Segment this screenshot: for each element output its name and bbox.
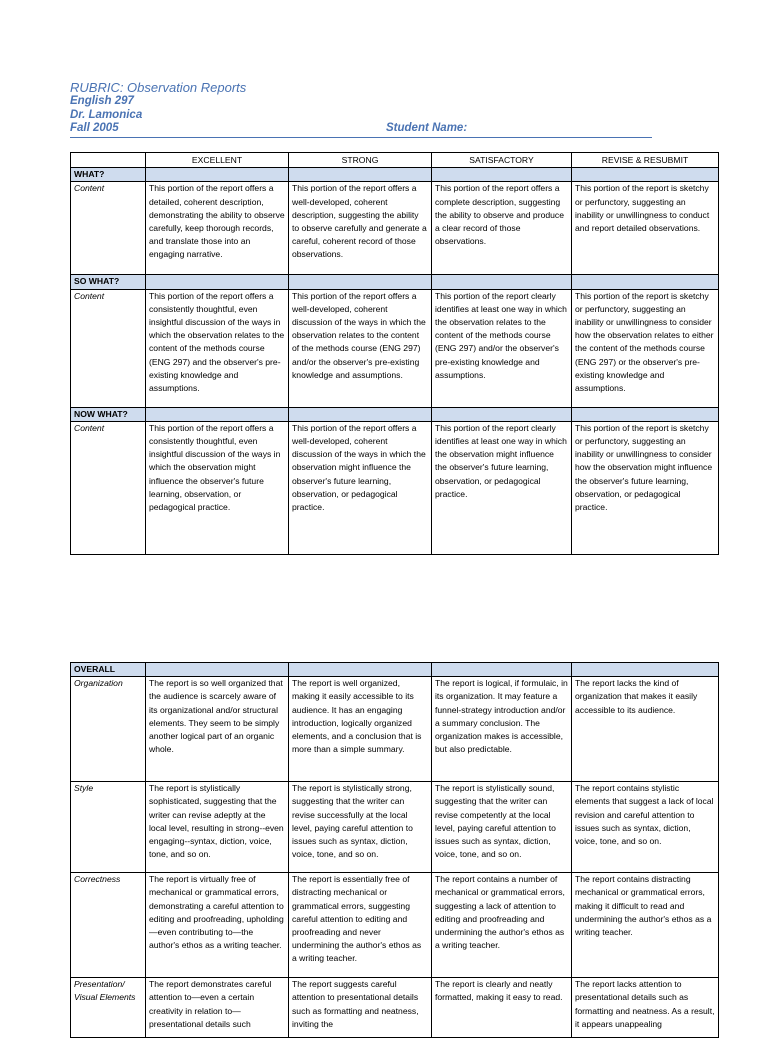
criterion-cell: The report is stylistically sophisticated, suggesting that the writer can revise adeptly at the local level, resulting in strong--even engaging--syntax, diction, voice, tone, and so on. bbox=[146, 782, 289, 873]
criterion-cell: The report is stylistically strong, suggesting that the writer can revise successfully at the local level, paying careful attention to issues such as syntax, diction, voice, tone, and so on. bbox=[289, 782, 432, 873]
criterion-cell: This portion of the report is sketchy or perfunctory, suggesting an inability or unwillingness to consider how the observation might influence the observer's future learning, observation, or pedagogical practice. bbox=[572, 421, 719, 554]
criterion-cell: The report contains a number of mechanical or grammatical errors, suggesting a lack of attention to editing and proofreading and undermining the author's ethos as a writing teacher. bbox=[432, 873, 572, 978]
criterion-cell: The report lacks the kind of organization that makes it easily accessible to its audience. bbox=[572, 677, 719, 782]
row-label: Presentation/ Visual Elements bbox=[71, 978, 146, 1038]
column-header-strong: STRONG bbox=[289, 153, 432, 168]
criterion-cell: This portion of the report offers a complete description, suggesting the ability to observe and produce a clear record of those observations. bbox=[432, 182, 572, 275]
criterion-cell: This portion of the report is sketchy or perfunctory, suggesting an inability or unwillingness to conduct and report detailed observations. bbox=[572, 182, 719, 275]
row-label: Organization bbox=[71, 677, 146, 782]
table-row bbox=[71, 289, 719, 407]
criterion-cell: The report suggests careful attention to presentational details such as formatting and neatness, inviting the bbox=[289, 978, 432, 1038]
row-label: Style bbox=[71, 782, 146, 873]
rubric-table-content bbox=[70, 152, 719, 555]
row-label: Content bbox=[71, 421, 146, 554]
instructor-name: Dr. Lamonica bbox=[70, 108, 143, 121]
table-row bbox=[71, 421, 719, 554]
header-rule bbox=[70, 137, 652, 138]
criterion-cell: The report is logical, if formulaic, in its organization. It may feature a funnel-strategy introduction and/or a summary conclusion. The organization makes is accessible, but also predictable. bbox=[432, 677, 572, 782]
criterion-cell: The report is virtually free of mechanical or grammatical errors, demonstrating a careful attention to editing and proofreading, upholding—even contributing to—the author's ethos as a writing teacher. bbox=[146, 873, 289, 978]
section-row-what bbox=[71, 168, 719, 182]
document-title: RUBRIC: Observation Reports bbox=[70, 80, 247, 95]
student-name-label: Student Name: bbox=[386, 122, 468, 134]
section-row-now-what bbox=[71, 407, 719, 421]
criterion-cell: This portion of the report offers a consistently thoughtful, even insightful discussion of the ways in which the observation might influence the observer's future learning, observation, or pedagogical practice. bbox=[146, 421, 289, 554]
criterion-cell: This portion of the report offers a detailed, coherent description, demonstrating the ability to observe carefully, keep thorough records, and translate those into an engaging narrative. bbox=[146, 182, 289, 275]
criterion-cell: This portion of the report clearly identifies at least one way in which the observation might influence the observer's future learning, observation, or pedagogical practice. bbox=[432, 421, 572, 554]
criterion-cell: The report is essentially free of distracting mechanical or grammatical errors, suggesting careful attention to editing and proofreading and never undermining the author's ethos as a writing teacher. bbox=[289, 873, 432, 978]
rubric-table-overall bbox=[70, 662, 719, 1038]
criterion-cell: The report is clearly and neatly formatted, making it easy to read. bbox=[432, 978, 572, 1038]
section-label: OVERALL bbox=[71, 663, 146, 677]
table-row bbox=[71, 873, 719, 978]
column-header-excellent: EXCELLENT bbox=[146, 153, 289, 168]
criterion-cell: This portion of the report clearly identifies at least one way in which the observation relates to the content of the methods course (ENG 297) and/or the observer's pre-existing knowledge and assumptions. bbox=[432, 289, 572, 407]
criterion-cell: The report contains stylistic elements that suggest a lack of local revision and careful attention to issues such as syntax, diction, voice, tone, and so on. bbox=[572, 782, 719, 873]
criterion-cell: The report lacks attention to presentational details such as formatting and neatness. As a result, it appears unappealing bbox=[572, 978, 719, 1038]
row-label: Correctness bbox=[71, 873, 146, 978]
criterion-cell: This portion of the report is sketchy or perfunctory, suggesting an inability or unwillingness to consider how the observation relates to either the content of the methods course (ENG 297) or the observer's pre-existing knowledge and assumptions. bbox=[572, 289, 719, 407]
criterion-cell: This portion of the report offers a well-developed, coherent discussion of the ways in which the observation relates to the content of the methods course (ENG 297) and/or the observer's pre-existing knowledge and assumptions. bbox=[289, 289, 432, 407]
term: Fall 2005 bbox=[70, 122, 119, 134]
table-row bbox=[71, 182, 719, 275]
table-row bbox=[71, 782, 719, 873]
section-label: SO WHAT? bbox=[71, 275, 146, 289]
section-row-overall bbox=[71, 663, 719, 677]
criterion-cell: This portion of the report offers a well-developed, coherent description, suggesting the ability to observe carefully and generate a careful, coherent record of those observations. bbox=[289, 182, 432, 275]
criterion-cell: This portion of the report offers a well-developed, coherent discussion of the ways in which the observation might influence the observer's future learning, observation, or pedagogical practice. bbox=[289, 421, 432, 554]
column-header-blank bbox=[71, 153, 146, 168]
criterion-cell: The report is stylistically sound, suggesting that the writer can revise competently at the local level, paying careful attention to issues such as syntax, diction, voice, tone, and so on. bbox=[432, 782, 572, 873]
section-label: NOW WHAT? bbox=[71, 407, 146, 421]
row-label: Content bbox=[71, 182, 146, 275]
column-header-revise-resubmit: REVISE & RESUBMIT bbox=[572, 153, 719, 168]
criterion-cell: The report is well organized, making it easily accessible to its audience. It has an engaging introduction, logically organized elements, and a conclusion that is more than a simple summary. bbox=[289, 677, 432, 782]
course-name: English 297 bbox=[70, 95, 134, 107]
criterion-cell: The report is so well organized that the audience is scarcely aware of its organizational and/or structural elements. They seem to be simply another logical part of an organic whole. bbox=[146, 677, 289, 782]
table-row bbox=[71, 677, 719, 782]
criterion-cell: The report contains distracting mechanical or grammatical errors, making it difficult to read and undermining the author's ethos as a writing teacher. bbox=[572, 873, 719, 978]
section-label: WHAT? bbox=[71, 168, 146, 182]
document-header bbox=[70, 80, 652, 136]
section-row-so-what bbox=[71, 275, 719, 289]
criterion-cell: This portion of the report offers a consistently thoughtful, even insightful discussion of the ways in which the observation relates to the content of the methods course (ENG 297) and the observer's pre-existing knowledge and assumptions. bbox=[146, 289, 289, 407]
column-header-row bbox=[71, 153, 719, 168]
column-header-satisfactory: SATISFACTORY bbox=[432, 153, 572, 168]
row-label: Content bbox=[71, 289, 146, 407]
criterion-cell: The report demonstrates careful attention to—even a certain creativity in relation to—presentational details such bbox=[146, 978, 289, 1038]
table-row bbox=[71, 978, 719, 1038]
